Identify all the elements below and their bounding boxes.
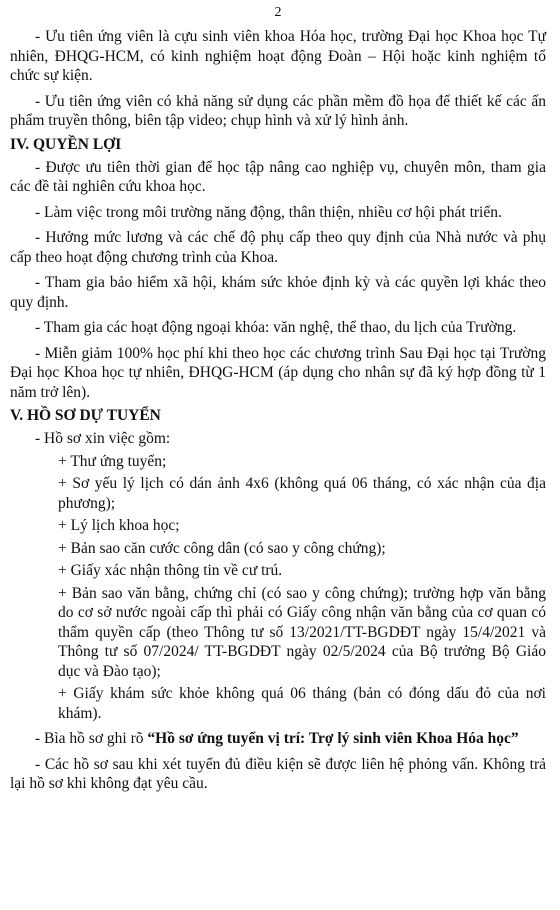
document-item: + Sơ yếu lý lịch có dán ảnh 4x6 (không quá 06 tháng, có xác nhận của địa phương); [58, 475, 546, 512]
document-item: + Bản sao căn cước công dân (có sao y công chứng); [58, 539, 386, 557]
page-number: 2 [274, 5, 282, 20]
closing-note: - Các hồ sơ sau khi xét tuyển đủ điều kiện sẽ được liên hệ phỏng vấn. Không trả lại hồ sơ khi không đạt yêu cầu. [10, 755, 546, 792]
application-intro: - Hồ sơ xin việc gồm: [35, 430, 171, 447]
benefit-item: - Làm việc trong môi trường năng động, thân thiện, nhiều cơ hội phát triển. [35, 203, 502, 221]
benefit-item: - Tham gia các hoạt động ngoại khóa: văn nghệ, thể thao, du lịch của Trường. [35, 319, 517, 336]
priority-design-skills-paragraph: - Ưu tiên ứng viên có khả năng sử dụng các phần mềm đồ họa để thiết kế các ấn phẩm truyền thông, biên tập video; chụp hình và xử lý hình ảnh. [10, 92, 546, 129]
cover-instruction-title: “Hồ sơ ứng tuyển vị trí: Trợ lý sinh viên Khoa Hóa học” [147, 730, 519, 747]
section-application-heading: V. HỒ SƠ DỰ TUYỂN [10, 407, 161, 424]
document-item: + Giấy khám sức khỏe không quá 06 tháng (bản có đóng dấu đỏ của nơi khám). [58, 685, 546, 722]
benefit-item: - Được ưu tiên thời gian để học tập nâng cao nghiệp vụ, chuyên môn, tham gia các đề tài nghiên cứu khoa học. [10, 158, 546, 195]
priority-alumni-paragraph: - Ưu tiên ứng viên là cựu sinh viên khoa Hóa học, trường Đại học Khoa học Tự nhiên, ĐHQG-HCM, có kinh nghiệm hoạt động Đoàn – Hội hoặc kinh nghiệm tổ chức sự kiện. [10, 28, 546, 84]
section-benefits-heading: IV. QUYỀN LỢI [10, 135, 122, 153]
cover-instruction [10, 729, 546, 749]
benefit-item: - Hưởng mức lương và các chế độ phụ cấp theo quy định của Nhà nước và phụ cấp theo hoạt động chương trình của Khoa. [10, 229, 546, 266]
document-item: + Thư ứng tuyển; [58, 452, 167, 470]
benefit-item: - Tham gia bảo hiểm xã hội, khám sức khỏe định kỳ và các quyền lợi khác theo quy định. [10, 274, 546, 311]
document-item: + Bản sao văn bằng, chứng chỉ (có sao y công chứng); trường hợp văn bằng do cơ sở nước ngoài cấp thì phải có Giấy công nhận văn bằng của cơ quan có thẩm quyền cấp (theo Thông tư số 13/2021/TT-BGDĐT ngày 15/4/2021 và Thông tư số 07/2024/ TT-BGDĐT ngày 02/5/2024 của Bộ trưởng Bộ Giáo dục và Đào tạo); [58, 584, 546, 680]
document-item: + Giấy xác nhận thông tin về cư trú. [58, 562, 283, 579]
benefit-item: - Miễn giảm 100% học phí khi theo học các chương trình Sau Đại học tại Trường Đại học Khoa học tự nhiên, ĐHQG-HCM (áp dụng cho nhân sự đã ký hợp đồng từ 1 năm trở lên). [10, 344, 546, 401]
document-item: + Lý lịch khoa học; [58, 517, 180, 534]
cover-instruction-prefix: - Bìa hồ sơ ghi rõ [35, 730, 148, 747]
